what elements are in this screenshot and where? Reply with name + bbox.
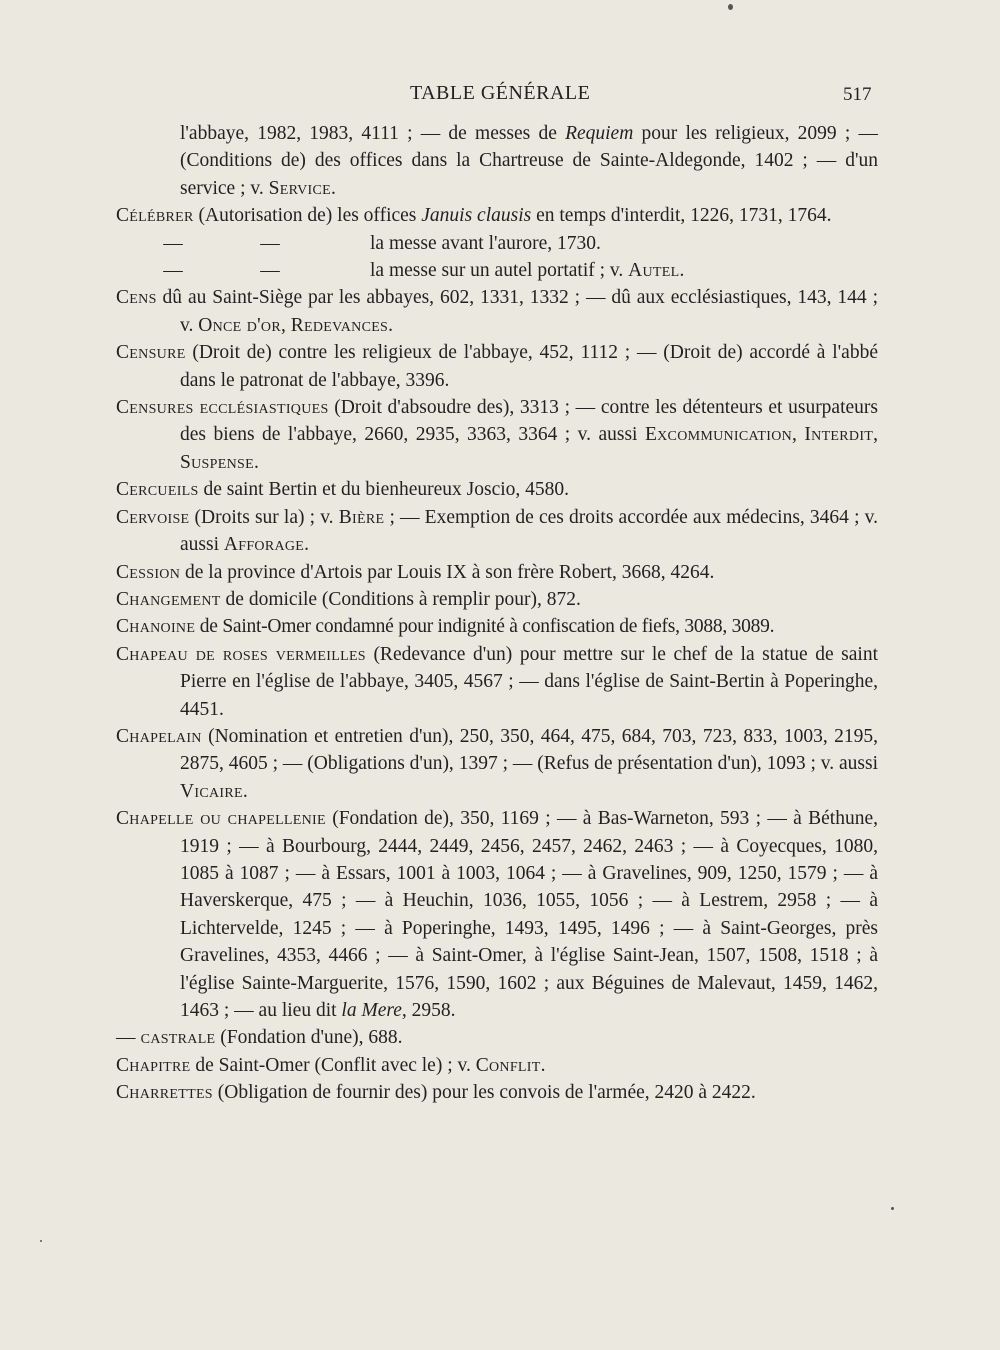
ditto-dash: — <box>260 260 280 282</box>
index-entry-continuation <box>116 120 878 202</box>
entry-text: (Autorisation de) les offices <box>193 205 422 227</box>
index-entry-chapeau <box>116 641 878 723</box>
entry-headword: Cercueils <box>116 479 199 501</box>
entry-text: de domicile (Conditions à remplir pour), 872. <box>220 588 581 610</box>
ditto-dash: — <box>163 260 183 282</box>
index-entry-cercueils <box>116 476 878 503</box>
index-subentry-castrale <box>116 1024 878 1051</box>
index-entry-cens <box>116 284 878 339</box>
entry-text: (Droits sur la) ; v. <box>189 506 339 528</box>
cross-reference: Autel <box>628 260 680 282</box>
entry-headword: Cession <box>116 561 181 583</box>
entry-text: 2958. <box>406 1000 456 1021</box>
entry-italic-term: Requiem <box>565 123 634 144</box>
cross-reference: Conflit <box>475 1054 541 1076</box>
entry-italic-term: Januis clausis <box>421 205 532 227</box>
entry-text: de saint Bertin et du bienheureux Joscio, 4580. <box>198 479 570 501</box>
index-entry-chapitre <box>116 1052 878 1079</box>
index-entry-chapelain <box>116 723 878 805</box>
index-entry-chanoine <box>116 613 878 640</box>
entry-headword: Célébrer <box>116 205 194 227</box>
entry-text: . <box>331 177 336 199</box>
cross-reference: Interdit <box>804 424 874 446</box>
entry-text: . <box>242 780 248 802</box>
entry-headword: Censure <box>116 342 186 364</box>
index-entry-censure <box>116 339 878 394</box>
entry-text: ; — Exemption de ces droits accordée aux médecins, 3464 ; v. aussi <box>180 506 878 556</box>
entry-text: pour les religieux, 2099 ; — (Conditions de) des offices dans la Chartreuse de Sainte-Aldegonde, 1402 ; — d'un service ; v. <box>180 123 878 199</box>
ditto-dash: — <box>163 232 183 254</box>
entry-text: (Droit de) contre les religieux de l'abbaye, 452, 1112 ; — (Droit de) accordé à l'abbé dans le patronat de l'abbaye, 3396. <box>180 342 878 391</box>
entry-text: (Fondation d'une), 688. <box>215 1027 403 1049</box>
index-entry-changement <box>116 586 878 613</box>
entry-headword: Charrettes <box>116 1082 213 1104</box>
ditto-dash: — <box>116 1027 136 1049</box>
entry-headword: Chapelain <box>116 725 202 747</box>
entry-headword: Changement <box>116 588 221 610</box>
running-title: TABLE GÉNÉRALE <box>410 82 591 104</box>
cross-reference: Redevances <box>290 314 389 336</box>
entry-text: (Droit d'absoudre des), 3313 ; — contre les détenteurs et usurpateurs des biens de l'abbaye, 2660, 2935, 3363, 3364 ; v. aussi <box>180 397 878 446</box>
cross-reference: Service <box>268 177 332 199</box>
ditto-dash: — <box>260 232 280 254</box>
running-head <box>0 82 1000 110</box>
cross-reference: Afforage <box>223 534 305 556</box>
index-entry-celebrer <box>116 202 878 229</box>
entry-headword: Chapitre <box>116 1054 191 1076</box>
paper-speck <box>40 1240 42 1242</box>
entry-headword: Chanoine <box>116 616 196 638</box>
entry-italic-term: la Mere, <box>341 1000 407 1021</box>
entry-headword: Chapeau de roses vermeilles <box>116 643 366 665</box>
index-subentry <box>116 257 878 284</box>
entry-text: (Redevance d'un) pour mettre sur le chef de la statue de saint Pierre en l'église de l'abbaye, 3405, 4567 ; — dans l'église de Saint-Bertin à Poperinghe, 4451. <box>180 643 878 720</box>
entry-text: . <box>253 451 259 473</box>
entry-headword: Cens <box>116 287 157 309</box>
entry-text: . <box>540 1054 546 1076</box>
entry-text: de la province d'Artois par Louis IX à son frère Robert, 3668, 4264. <box>180 561 715 583</box>
entry-text: (Fondation de), 350, 1169 ; — à Bas-Warneton, 593 ; — à Béthune, 1919 ; — à Bourbourg, 2444, 2449, 2456, 2457, 2462, 2463 ; — à Coyecques, 1080, 1085 à 1087 ; — à Essars, 1001 à 1003, 1064 ; — à Gravelines, 909, 1250, 1579 ; — à Haverskerque, 475 ; — à Heuchin, 1036, 1055, 1056 ; — à Lestrem, 2958 ; — à Lichtervelde, 1245 ; — à Poperinghe, 1493, 1495, 1496 ; — à Saint-Georges, près Gravelines, 4353, 4466 ; — à Saint-Omer, à l'église Saint-Jean, 1507, 1508, 1518 ; à l'église Sainte-Marguerite, 1576, 1590, 1602 ; aux Béguines de Malevaut, 1459, 1462, 1463 ; — au lieu dit <box>180 808 879 1021</box>
entry-text: de Saint-Omer condamné pour indignité à confiscation de fiefs, 3088, 3089. <box>195 616 775 638</box>
index-entry-censures-ecclesiastiques <box>116 394 878 476</box>
cross-reference: Suspense <box>180 451 254 473</box>
entry-text: , <box>280 314 291 336</box>
entry-text: , <box>873 424 879 446</box>
cross-reference: Once d'or <box>198 314 281 336</box>
entry-text: dû au Saint-Siège par les abbayes, 602, 1331, 1332 ; — dû aux ecclésiastiques, 143, 144 ; v. <box>156 287 878 336</box>
entry-text: de Saint-Omer (Conflit avec le) ; v. <box>190 1054 476 1076</box>
index-entry-cervoise <box>116 504 878 559</box>
cross-reference: Bière <box>338 506 385 528</box>
entry-text: (Obligation de fournir des) pour les convois de l'armée, 2420 à 2422. <box>212 1082 756 1104</box>
entry-text: . <box>304 534 310 556</box>
entry-text: , <box>792 424 805 446</box>
index-entry-charrettes <box>116 1079 878 1106</box>
entry-headword: Cervoise <box>116 506 190 528</box>
entry-text: l'abbaye, 1982, 1983, 4111 ; — de messes de <box>180 123 566 144</box>
paper-speck <box>728 4 733 10</box>
cross-reference: Vicaire <box>180 780 243 802</box>
entry-text: . <box>679 260 685 282</box>
cross-reference: Excommunication <box>644 424 793 446</box>
index-subentry <box>116 230 878 257</box>
index-entry-cession <box>116 559 878 586</box>
entry-headword: Chapelle ou chapellenie <box>116 808 326 830</box>
page-number: 517 <box>843 84 872 105</box>
entry-headword: castrale <box>135 1027 216 1049</box>
entry-text: (Nomination et entretien d'un), 250, 350, 464, 475, 684, 703, 723, 833, 1003, 2195, 2875, 4605 ; — (Obligations d'un), 1397 ; — (Refus de présentation d'un), 1093 ; v. aussi <box>180 725 878 775</box>
entry-text: la messe avant l'aurore, 1730. <box>370 232 601 254</box>
index-text-block <box>116 120 878 1107</box>
paper-speck <box>891 1207 894 1210</box>
index-entry-chapelle <box>116 805 878 1024</box>
entry-headword: Censures ecclésiastiques <box>116 397 329 419</box>
entry-text: . <box>388 314 394 336</box>
entry-text: en temps d'interdit, 1226, 1731, 1764. <box>531 205 832 227</box>
entry-text: la messe sur un autel portatif ; v. <box>370 260 629 282</box>
